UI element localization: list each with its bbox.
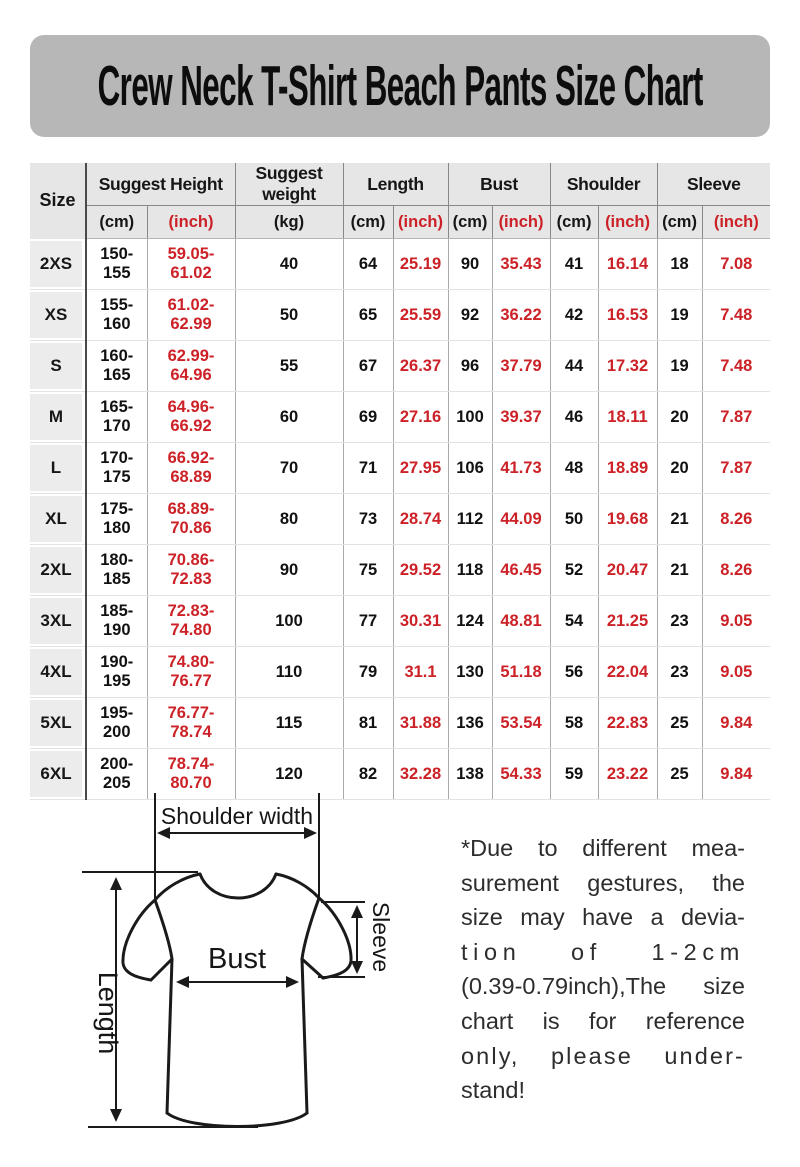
title-bar bbox=[30, 35, 770, 137]
value-cell: 150-155 bbox=[86, 239, 147, 290]
value-cell: 22.83 bbox=[598, 698, 657, 749]
value-cell: 40 bbox=[235, 239, 343, 290]
value-cell: 52 bbox=[550, 545, 598, 596]
value-cell: 46.45 bbox=[492, 545, 550, 596]
value-cell: 50 bbox=[235, 290, 343, 341]
size-chip: S bbox=[30, 343, 82, 389]
size-chip: 3XL bbox=[30, 598, 82, 644]
header-length-cm: (cm) bbox=[343, 206, 393, 239]
note-line: (0.39-0.79inch),The size bbox=[461, 973, 745, 1000]
value-cell: 68.89-70.86 bbox=[147, 494, 235, 545]
value-cell: 118 bbox=[448, 545, 492, 596]
value-cell: 23.22 bbox=[598, 749, 657, 800]
value-cell: 180-185 bbox=[86, 545, 147, 596]
value-cell: 124 bbox=[448, 596, 492, 647]
header-length-inch: (inch) bbox=[393, 206, 448, 239]
value-cell: 90 bbox=[448, 239, 492, 290]
value-cell: 7.08 bbox=[702, 239, 770, 290]
value-cell: 23 bbox=[657, 596, 702, 647]
value-cell: 50 bbox=[550, 494, 598, 545]
value-cell: 36.22 bbox=[492, 290, 550, 341]
note-line: only, please under- bbox=[461, 1042, 745, 1069]
value-cell: 200-205 bbox=[86, 749, 147, 800]
table-row bbox=[30, 545, 770, 596]
value-cell: 7.87 bbox=[702, 443, 770, 494]
value-cell: 66.92-68.89 bbox=[147, 443, 235, 494]
value-cell: 76.77-78.74 bbox=[147, 698, 235, 749]
value-cell: 59.05-61.02 bbox=[147, 239, 235, 290]
table-row bbox=[30, 341, 770, 392]
value-cell: 110 bbox=[235, 647, 343, 698]
size-chip: 6XL bbox=[30, 751, 82, 797]
size-chip: L bbox=[30, 445, 82, 491]
value-cell: 16.53 bbox=[598, 290, 657, 341]
value-cell: 62.99-64.96 bbox=[147, 341, 235, 392]
value-cell: 27.16 bbox=[393, 392, 448, 443]
header-sleeve-cm: (cm) bbox=[657, 206, 702, 239]
value-cell: 16.14 bbox=[598, 239, 657, 290]
value-cell: 7.48 bbox=[702, 290, 770, 341]
note-line: size may have a devia- bbox=[461, 904, 745, 931]
bust-label: Bust bbox=[207, 943, 267, 975]
size-chip: 2XL bbox=[30, 547, 82, 593]
value-cell: 100 bbox=[235, 596, 343, 647]
value-cell: 26.37 bbox=[393, 341, 448, 392]
note-line: stand! bbox=[461, 1077, 526, 1104]
header-weight-kg: (kg) bbox=[235, 206, 343, 239]
sleeve-arrow bbox=[318, 902, 365, 977]
value-cell: 32.28 bbox=[393, 749, 448, 800]
value-cell: 59 bbox=[550, 749, 598, 800]
page-title: Crew Neck T-Shirt Beach Pants Size Chart bbox=[97, 54, 703, 118]
value-cell: 20 bbox=[657, 443, 702, 494]
header-bust: Bust bbox=[448, 163, 550, 206]
value-cell: 96 bbox=[448, 341, 492, 392]
value-cell: 19.68 bbox=[598, 494, 657, 545]
header-shoulder: Shoulder bbox=[550, 163, 657, 206]
value-cell: 190-195 bbox=[86, 647, 147, 698]
value-cell: 51.18 bbox=[492, 647, 550, 698]
header-length: Length bbox=[343, 163, 448, 206]
note-line: surement gestures, the bbox=[461, 869, 745, 896]
length-label: Length bbox=[93, 971, 123, 1055]
size-cell bbox=[30, 290, 86, 341]
size-cell bbox=[30, 341, 86, 392]
value-cell: 60 bbox=[235, 392, 343, 443]
size-cell bbox=[30, 647, 86, 698]
size-chip: XS bbox=[30, 292, 82, 338]
value-cell: 75 bbox=[343, 545, 393, 596]
value-cell: 195-200 bbox=[86, 698, 147, 749]
value-cell: 69 bbox=[343, 392, 393, 443]
value-cell: 175-180 bbox=[86, 494, 147, 545]
value-cell: 19 bbox=[657, 341, 702, 392]
value-cell: 25.19 bbox=[393, 239, 448, 290]
value-cell: 54.33 bbox=[492, 749, 550, 800]
value-cell: 44 bbox=[550, 341, 598, 392]
value-cell: 64 bbox=[343, 239, 393, 290]
value-cell: 9.84 bbox=[702, 698, 770, 749]
size-cell bbox=[30, 443, 86, 494]
value-cell: 23 bbox=[657, 647, 702, 698]
value-cell: 20 bbox=[657, 392, 702, 443]
value-cell: 41 bbox=[550, 239, 598, 290]
value-cell: 170-175 bbox=[86, 443, 147, 494]
table-row bbox=[30, 494, 770, 545]
header-suggest-weight: Suggest weight bbox=[235, 163, 343, 206]
value-cell: 64.96-66.92 bbox=[147, 392, 235, 443]
value-cell: 61.02-62.99 bbox=[147, 290, 235, 341]
value-cell: 39.37 bbox=[492, 392, 550, 443]
value-cell: 37.79 bbox=[492, 341, 550, 392]
value-cell: 130 bbox=[448, 647, 492, 698]
value-cell: 27.95 bbox=[393, 443, 448, 494]
table-row bbox=[30, 392, 770, 443]
table-row bbox=[30, 239, 770, 290]
value-cell: 42 bbox=[550, 290, 598, 341]
table-row bbox=[30, 443, 770, 494]
value-cell: 138 bbox=[448, 749, 492, 800]
value-cell: 21 bbox=[657, 545, 702, 596]
size-table-body bbox=[30, 239, 770, 800]
value-cell: 70.86-72.83 bbox=[147, 545, 235, 596]
value-cell: 100 bbox=[448, 392, 492, 443]
value-cell: 136 bbox=[448, 698, 492, 749]
value-cell: 19 bbox=[657, 290, 702, 341]
value-cell: 70 bbox=[235, 443, 343, 494]
value-cell: 58 bbox=[550, 698, 598, 749]
value-cell: 18 bbox=[657, 239, 702, 290]
value-cell: 35.43 bbox=[492, 239, 550, 290]
size-cell bbox=[30, 494, 86, 545]
value-cell: 82 bbox=[343, 749, 393, 800]
value-cell: 90 bbox=[235, 545, 343, 596]
value-cell: 78.74-80.70 bbox=[147, 749, 235, 800]
header-bust-inch: (inch) bbox=[492, 206, 550, 239]
value-cell: 17.32 bbox=[598, 341, 657, 392]
value-cell: 18.89 bbox=[598, 443, 657, 494]
value-cell: 41.73 bbox=[492, 443, 550, 494]
value-cell: 115 bbox=[235, 698, 343, 749]
value-cell: 48.81 bbox=[492, 596, 550, 647]
note-line: chart is for reference bbox=[461, 1007, 745, 1034]
value-cell: 56 bbox=[550, 647, 598, 698]
value-cell: 7.87 bbox=[702, 392, 770, 443]
value-cell: 9.84 bbox=[702, 749, 770, 800]
value-cell: 79 bbox=[343, 647, 393, 698]
table-row bbox=[30, 698, 770, 749]
value-cell: 31.1 bbox=[393, 647, 448, 698]
value-cell: 92 bbox=[448, 290, 492, 341]
header-sleeve: Sleeve bbox=[657, 163, 770, 206]
value-cell: 67 bbox=[343, 341, 393, 392]
value-cell: 185-190 bbox=[86, 596, 147, 647]
value-cell: 112 bbox=[448, 494, 492, 545]
value-cell: 106 bbox=[448, 443, 492, 494]
header-sleeve-inch: (inch) bbox=[702, 206, 770, 239]
header-shoulder-inch: (inch) bbox=[598, 206, 657, 239]
table-header bbox=[30, 163, 770, 239]
header-height-inch: (inch) bbox=[147, 206, 235, 239]
table-row bbox=[30, 647, 770, 698]
value-cell: 74.80-76.77 bbox=[147, 647, 235, 698]
value-cell: 77 bbox=[343, 596, 393, 647]
header-size: Size bbox=[30, 163, 86, 239]
sleeve-label: Sleeve bbox=[368, 901, 394, 973]
value-cell: 22.04 bbox=[598, 647, 657, 698]
value-cell: 20.47 bbox=[598, 545, 657, 596]
value-cell: 65 bbox=[343, 290, 393, 341]
size-chip: 4XL bbox=[30, 649, 82, 695]
header-shoulder-cm: (cm) bbox=[550, 206, 598, 239]
value-cell: 31.88 bbox=[393, 698, 448, 749]
value-cell: 55 bbox=[235, 341, 343, 392]
size-cell bbox=[30, 596, 86, 647]
shoulder-width-label: Shoulder width bbox=[160, 803, 314, 829]
value-cell: 155-160 bbox=[86, 290, 147, 341]
value-cell: 80 bbox=[235, 494, 343, 545]
value-cell: 46 bbox=[550, 392, 598, 443]
size-chip: XL bbox=[30, 496, 82, 542]
value-cell: 71 bbox=[343, 443, 393, 494]
table-row bbox=[30, 596, 770, 647]
value-cell: 7.48 bbox=[702, 341, 770, 392]
value-cell: 28.74 bbox=[393, 494, 448, 545]
value-cell: 165-170 bbox=[86, 392, 147, 443]
value-cell: 9.05 bbox=[702, 596, 770, 647]
value-cell: 81 bbox=[343, 698, 393, 749]
value-cell: 18.11 bbox=[598, 392, 657, 443]
value-cell: 25 bbox=[657, 698, 702, 749]
value-cell: 54 bbox=[550, 596, 598, 647]
value-cell: 44.09 bbox=[492, 494, 550, 545]
size-chart-table bbox=[30, 163, 770, 800]
size-cell bbox=[30, 545, 86, 596]
size-chip: 2XS bbox=[30, 241, 82, 287]
value-cell: 29.52 bbox=[393, 545, 448, 596]
value-cell: 21 bbox=[657, 494, 702, 545]
disclaimer-note bbox=[461, 831, 745, 1108]
bust-arrow bbox=[176, 976, 299, 988]
value-cell: 160-165 bbox=[86, 341, 147, 392]
size-chip: 5XL bbox=[30, 700, 82, 746]
table-row bbox=[30, 290, 770, 341]
size-cell bbox=[30, 239, 86, 290]
size-cell bbox=[30, 698, 86, 749]
value-cell: 53.54 bbox=[492, 698, 550, 749]
value-cell: 25 bbox=[657, 749, 702, 800]
value-cell: 120 bbox=[235, 749, 343, 800]
header-bust-cm: (cm) bbox=[448, 206, 492, 239]
header-height-cm: (cm) bbox=[86, 206, 147, 239]
tshirt-outline bbox=[123, 874, 351, 1127]
size-chip: M bbox=[30, 394, 82, 440]
value-cell: 9.05 bbox=[702, 647, 770, 698]
value-cell: 30.31 bbox=[393, 596, 448, 647]
value-cell: 73 bbox=[343, 494, 393, 545]
tshirt-diagram bbox=[40, 785, 440, 1140]
value-cell: 48 bbox=[550, 443, 598, 494]
header-suggest-height: Suggest Height bbox=[86, 163, 235, 206]
value-cell: 8.26 bbox=[702, 545, 770, 596]
value-cell: 72.83-74.80 bbox=[147, 596, 235, 647]
note-line: tion of 1-2cm bbox=[461, 938, 745, 965]
value-cell: 21.25 bbox=[598, 596, 657, 647]
note-line: *Due to different mea- bbox=[461, 835, 745, 861]
value-cell: 25.59 bbox=[393, 290, 448, 341]
size-cell bbox=[30, 392, 86, 443]
value-cell: 8.26 bbox=[702, 494, 770, 545]
